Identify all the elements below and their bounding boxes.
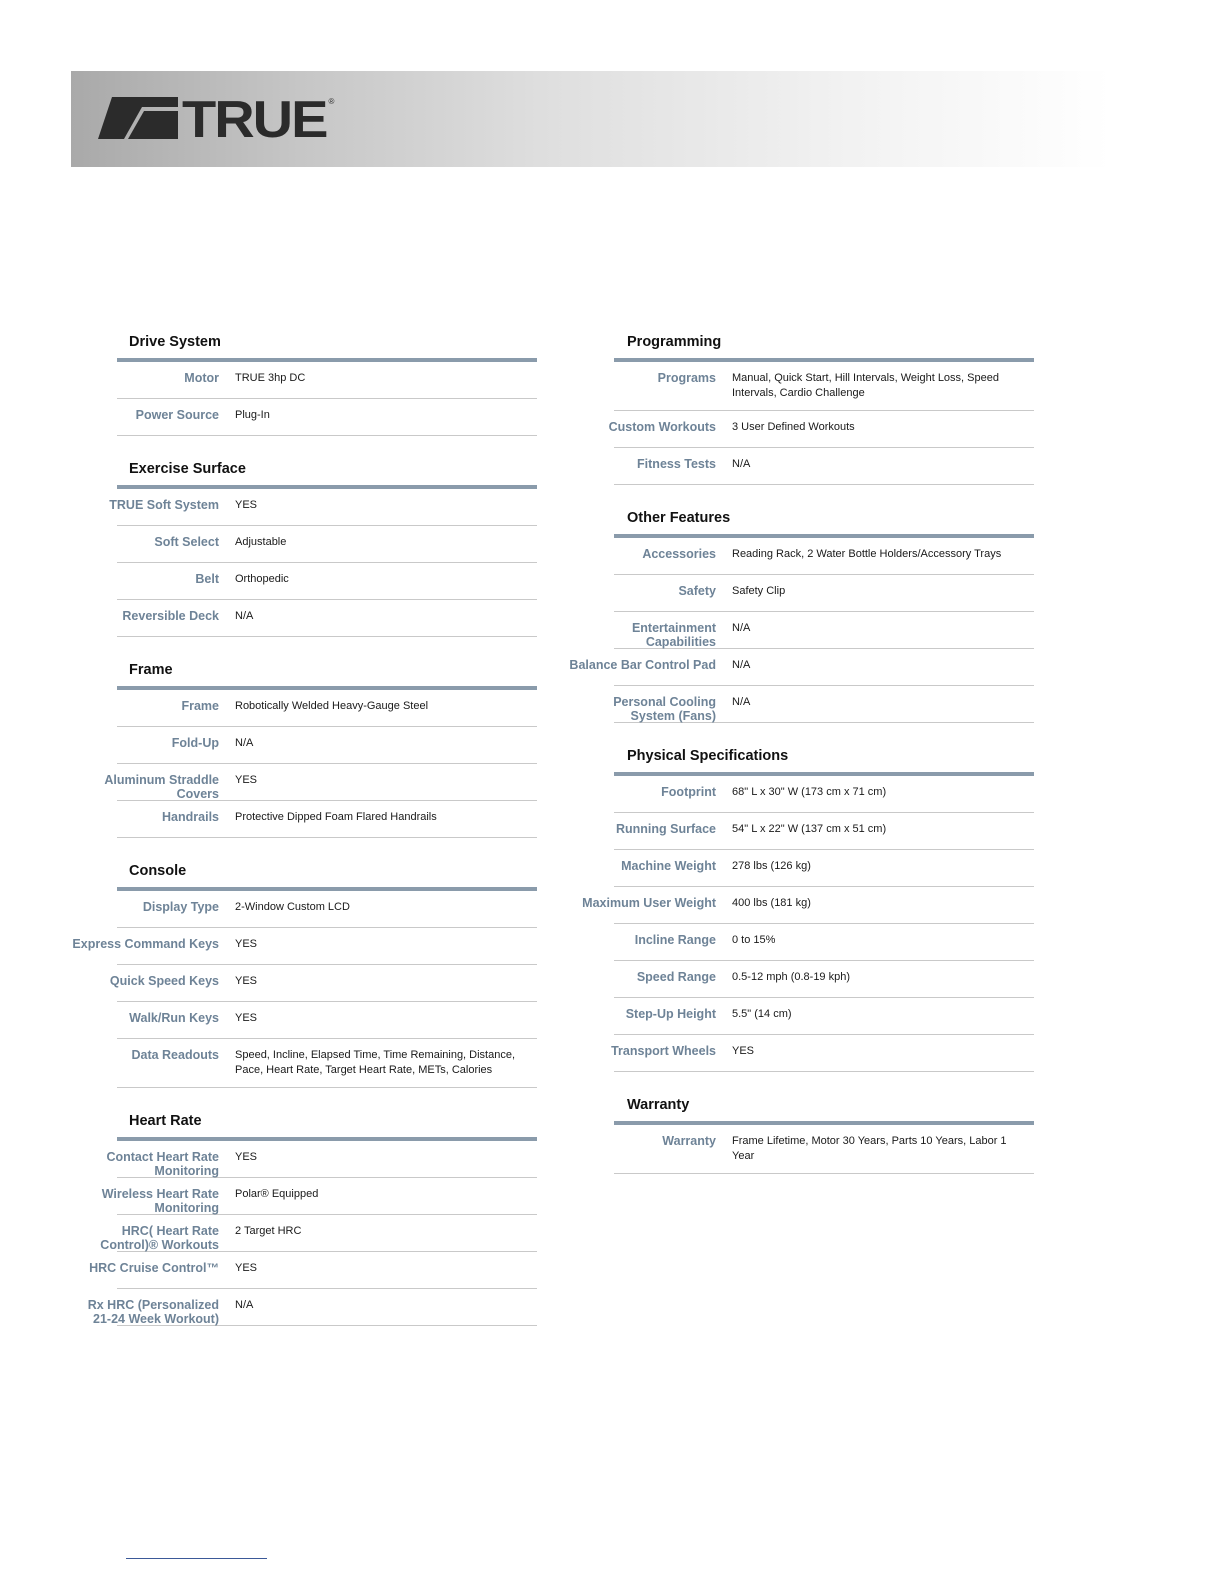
spec-row-programs (614, 362, 1034, 411)
spec-row-transport-wheels (611, 1035, 1034, 1072)
spec-row-speed-range (614, 961, 1034, 998)
spec-row-footprint (614, 776, 1034, 813)
spec-label: Running Surface (615, 822, 716, 836)
spec-row-custom-workouts (608, 411, 1034, 448)
spec-value: N/A (732, 458, 751, 470)
right-spec-column (569, 331, 1036, 1196)
spec-label: Display Type (142, 900, 219, 914)
spec-row-step-up-height (614, 998, 1034, 1035)
section-title: Exercise Surface (129, 461, 246, 477)
true-logo-mark-icon (98, 97, 178, 139)
spec-label: Custom Workouts (608, 420, 716, 434)
spec-row-fold-up (117, 727, 537, 764)
spec-label: Data Readouts (131, 1048, 219, 1062)
section-other-features (569, 507, 1036, 723)
spec-row-warranty (614, 1125, 1034, 1174)
spec-row-quick-speed-keys (109, 965, 537, 1002)
spec-label: HRC( Heart Rate Control)® Workouts (100, 1224, 219, 1252)
spec-value: 68" L x 30" W (173 cm x 71 cm) (732, 786, 887, 798)
spec-value: YES (235, 975, 258, 987)
spec-value: Protective Dipped Foam Flared Handrails (235, 811, 437, 823)
section-title: Other Features (627, 510, 731, 526)
spec-value: 400 lbs (181 kg) (732, 897, 811, 909)
spec-value: Reading Rack, 2 Water Bottle Holders/Accessory Trays (732, 548, 1002, 560)
spec-row-soft-select (117, 526, 537, 563)
spec-label: Safety (678, 584, 716, 598)
spec-value: 278 lbs (126 kg) (732, 860, 811, 872)
spec-value: Adjustable (235, 536, 287, 548)
spec-value: N/A (732, 696, 751, 708)
spec-label: Frame (181, 699, 219, 713)
spec-label: Transport Wheels (611, 1044, 716, 1058)
spec-label: Contact Heart Rate Monitoring (106, 1150, 219, 1178)
section-console (72, 860, 538, 1088)
true-logo (98, 90, 418, 149)
spec-row-express-command-keys (72, 928, 537, 965)
spec-row-accessories (614, 538, 1034, 575)
section-title: Physical Specifications (627, 748, 789, 764)
section-physical-specifications (582, 745, 1036, 1072)
spec-label: Accessories (642, 547, 716, 561)
spec-row-balance-bar-control-pad (569, 649, 1034, 686)
spec-value: 5.5" (14 cm) (732, 1008, 792, 1020)
section-title: Programming (627, 334, 722, 350)
registered-mark: ® (328, 97, 335, 106)
spec-row-frame (117, 690, 537, 727)
spec-label: Machine Weight (621, 859, 716, 873)
spec-value: Orthopedic (235, 573, 289, 585)
footer-link-underline (126, 1558, 267, 1559)
spec-row-display-type (117, 891, 537, 928)
spec-value: 54" L x 22" W (137 cm x 51 cm) (732, 823, 887, 835)
spec-value: N/A (732, 659, 751, 671)
spec-label: Wireless Heart Rate Monitoring (101, 1187, 219, 1215)
spec-row-true-soft-system (109, 489, 537, 526)
spec-value: YES (235, 499, 258, 511)
spec-value: N/A (235, 1299, 254, 1311)
spec-value: TRUE 3hp DC (235, 372, 306, 384)
spec-value: N/A (235, 737, 254, 749)
spec-value: YES (732, 1045, 755, 1057)
section-drive-system (80, 331, 538, 436)
spec-label: Programs (657, 371, 716, 385)
spec-row-maximum-user-weight (582, 887, 1034, 924)
spec-label: Fitness Tests (637, 457, 716, 471)
spec-row-incline-range (614, 924, 1034, 961)
spec-value: Polar® Equipped (235, 1188, 319, 1200)
spec-value: Manual, Quick Start, Hill Intervals, Weight Loss, Speed Intervals, Cardio Challenge (732, 372, 999, 399)
section-title: Drive System (129, 334, 221, 350)
spec-label: Handrails (162, 810, 219, 824)
spec-label: Belt (195, 572, 219, 586)
spec-value: YES (235, 774, 258, 786)
left-spec-column (72, 331, 538, 1348)
spec-value: 2 Target HRC (235, 1225, 302, 1237)
spec-value: Safety Clip (732, 585, 786, 597)
spec-row-fitness-tests (614, 448, 1034, 485)
spec-row-data-readouts (117, 1039, 537, 1088)
spec-label: Footprint (661, 785, 716, 799)
spec-label: Step-Up Height (625, 1007, 716, 1021)
spec-label: Warranty (662, 1134, 716, 1148)
section-title: Warranty (627, 1097, 690, 1113)
spec-value: YES (235, 1262, 258, 1274)
spec-row-entertainment-capabilities (614, 612, 1034, 649)
spec-label: Walk/Run Keys (129, 1011, 219, 1025)
spec-value: Robotically Welded Heavy-Gauge Steel (235, 700, 429, 712)
spec-row-rx-hrc-personalized-21-24-week-workout (87, 1289, 537, 1326)
spec-value: N/A (732, 622, 751, 634)
spec-value: 0.5-12 mph (0.8-19 kph) (732, 971, 851, 983)
spec-label: Soft Select (154, 535, 219, 549)
spec-label: Express Command Keys (72, 937, 219, 951)
spec-label: Fold-Up (171, 736, 219, 750)
spec-value: N/A (235, 610, 254, 622)
spec-row-personal-cooling-system-fans (614, 686, 1034, 723)
spec-label: Personal Cooling System (Fans) (613, 695, 716, 723)
spec-row-hrc-cruise-control (89, 1252, 537, 1289)
spec-label: Aluminum Straddle Covers (104, 773, 219, 801)
spec-row-contact-heart-rate-monitoring (106, 1141, 537, 1178)
spec-label: Reversible Deck (122, 609, 219, 623)
spec-value: YES (235, 1151, 258, 1163)
spec-row-machine-weight (614, 850, 1034, 887)
spec-label: HRC Cruise Control™ (89, 1261, 219, 1275)
spec-value: 2-Window Custom LCD (235, 901, 350, 913)
brand-name: TRUE (182, 90, 327, 149)
section-title: Console (129, 863, 187, 879)
spec-label: Incline Range (634, 933, 716, 947)
section-heart-rate (80, 1110, 538, 1326)
spec-value: YES (235, 1012, 258, 1024)
spec-value: Frame Lifetime, Motor 30 Years, Parts 10 Years, Labor 1 Year (732, 1135, 1007, 1162)
spec-label: Entertainment Capabilities (631, 621, 716, 649)
section-frame (80, 659, 538, 838)
spec-row-motor (117, 362, 537, 399)
spec-label: Rx HRC (Personalized 21-24 Week Workout) (87, 1298, 219, 1326)
spec-row-safety (614, 575, 1034, 612)
spec-value: 0 to 15% (732, 934, 776, 946)
spec-row-power-source (117, 399, 537, 436)
spec-label: Motor (184, 371, 219, 385)
spec-value: YES (235, 938, 258, 950)
spec-label: Quick Speed Keys (109, 974, 219, 988)
spec-label: Power Source (135, 408, 219, 422)
spec-row-aluminum-straddle-covers (104, 764, 537, 801)
spec-label: Balance Bar Control Pad (569, 658, 716, 672)
spec-row-belt (117, 563, 537, 600)
spec-label: Maximum User Weight (582, 896, 716, 910)
spec-row-hrc-heart-rate-control-workouts (100, 1215, 537, 1252)
spec-value: Speed, Incline, Elapsed Time, Time Remaining, Distance, Pace, Heart Rate, Target Heart Rate, METs, Calories (235, 1049, 516, 1076)
spec-value: Plug-In (235, 409, 270, 421)
spec-row-wireless-heart-rate-monitoring (101, 1178, 537, 1215)
section-title: Frame (129, 662, 173, 678)
section-warranty (600, 1094, 1036, 1174)
spec-row-running-surface (614, 813, 1034, 850)
spec-row-handrails (117, 801, 537, 838)
spec-row-reversible-deck (117, 600, 537, 637)
spec-row-walk-run-keys (117, 1002, 537, 1039)
section-exercise-surface (80, 458, 538, 637)
section-programming (600, 331, 1036, 485)
spec-value: 3 User Defined Workouts (732, 421, 855, 433)
section-title: Heart Rate (129, 1113, 202, 1129)
spec-label: Speed Range (636, 970, 716, 984)
spec-label: TRUE Soft System (109, 498, 219, 512)
